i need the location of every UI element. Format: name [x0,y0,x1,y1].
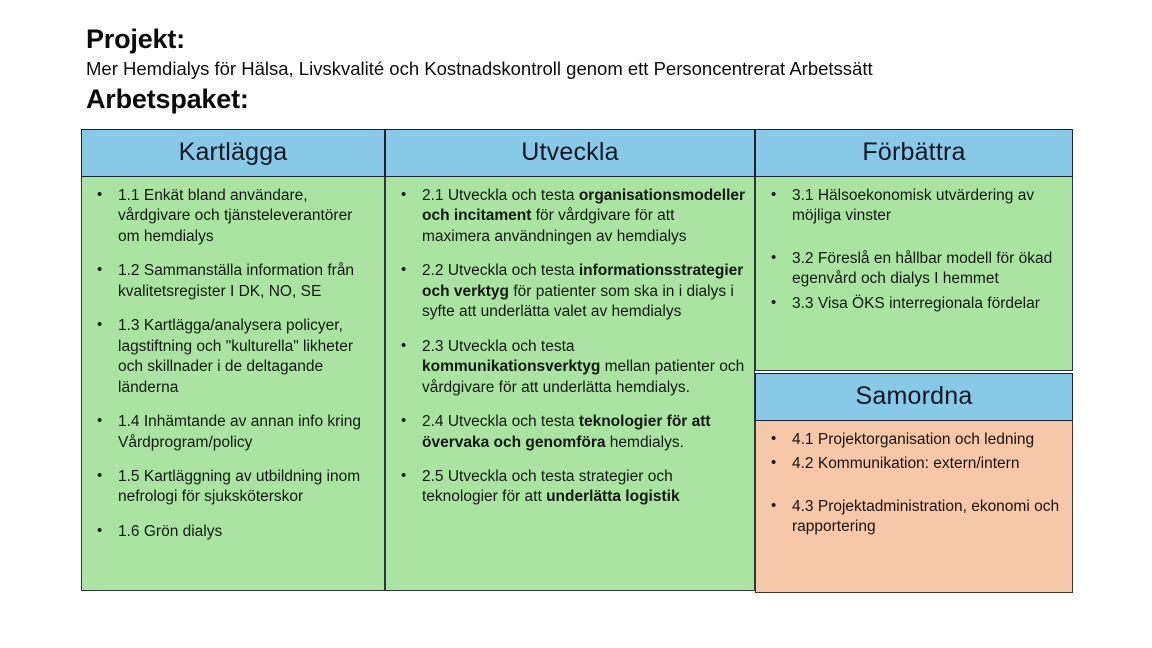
list-item[interactable] [392,412,746,453]
item-text: 2.2 Utveckla och testa informationsstrategier och verktyg för patienter som ska in i dialys i syfte att underlätta valet av hemdialys [422,262,744,321]
item-text: 4.3 Projektadministration, ekonomi och rapportering [792,497,1060,536]
item-text: 2.3 Utveckla och testa kommunikationsverktyg mellan patienter och vårdgivare för att underlätta hemdialys. [422,337,745,396]
item-text: 2.5 Utveckla och testa strategier och teknologier för att underlätta logistik [422,467,680,506]
item-text: 1.5 Kartläggning av utbildning inom nefrologi för sjuksköterskor [118,467,361,506]
workpackage-label: Arbetspaket: [86,84,249,115]
item-text: 3.3 Visa ÖKS interregionala fördelar [792,294,1040,312]
list-item[interactable] [392,261,746,322]
list-item[interactable] [88,467,376,508]
item-text: 3.2 Föreslå en hållbar modell för ökad egenvård och dialys I hemmet [792,249,1053,288]
workpackage-matrix [81,129,1073,593]
list-item[interactable] [88,261,376,302]
list-item[interactable] [88,412,376,453]
list-item[interactable] [762,497,1064,538]
panel-samordna [755,421,1073,593]
item-text: 1.2 Sammanställa information från kvalitetsregister I DK, NO, SE [118,262,355,300]
column-header-utveckla[interactable]: Utveckla [385,129,755,177]
item-list-forbattra [762,186,1064,314]
column-header-samordna[interactable]: Samordna [755,373,1073,421]
list-item[interactable] [762,454,1064,474]
list-item[interactable] [762,430,1064,450]
list-item[interactable] [392,186,746,247]
panel-utveckla [385,177,755,591]
column-forbattra-samordna [755,129,1073,593]
list-item[interactable] [392,337,746,398]
column-header-forbattra[interactable]: Förbättra [755,129,1073,177]
item-text: 4.1 Projektorganisation och ledning [792,431,1035,448]
slide-header [86,24,1086,115]
list-item[interactable] [88,316,376,398]
item-text: 1.3 Kartlägga/analysera policyer, lagstiftning och "kulturella" likheter och skillnader i de deltagande länderna [118,317,354,396]
panel-kartlagga [81,177,385,591]
item-list-utveckla [392,186,746,508]
item-text: 1.4 Inhämtande av annan info kring Vårdprogram/policy [118,413,362,451]
column-utveckla [385,129,755,591]
item-text: 2.1 Utveckla och testa organisationsmodeller och incitament för vårdgivare för att maximera användningen av hemdialys [422,187,746,245]
column-kartlagga [81,129,385,591]
list-item[interactable] [392,467,746,508]
item-text: 1.1 Enkät bland användare, vårdgivare och tjänsteleverantörer om hemdialys [118,187,353,245]
item-text: 4.2 Kommunikation: extern/intern [792,455,1020,473]
item-list-samordna [762,430,1064,538]
item-list-kartlagga [88,186,376,542]
column-header-kartlagga[interactable]: Kartlägga [81,129,385,177]
list-item[interactable] [762,294,1064,314]
item-text: 3.1 Hälsoekonomisk utvärdering av möjliga vinster [792,187,1035,225]
project-title: Mer Hemdialys för Hälsa, Livskvalité och Kostnadskontroll genom ett Personcentrerat Arbetssätt [86,58,873,80]
list-item[interactable] [88,522,376,542]
item-text: 1.6 Grön dialys [118,522,223,540]
list-item[interactable] [762,186,1064,227]
panel-forbattra [755,177,1073,371]
project-label: Projekt: [86,24,185,54]
list-item[interactable] [88,186,376,247]
list-item[interactable] [762,249,1064,290]
item-text: 2.4 Utveckla och testa teknologier för att övervaka och genomföra hemdialys. [422,413,711,451]
